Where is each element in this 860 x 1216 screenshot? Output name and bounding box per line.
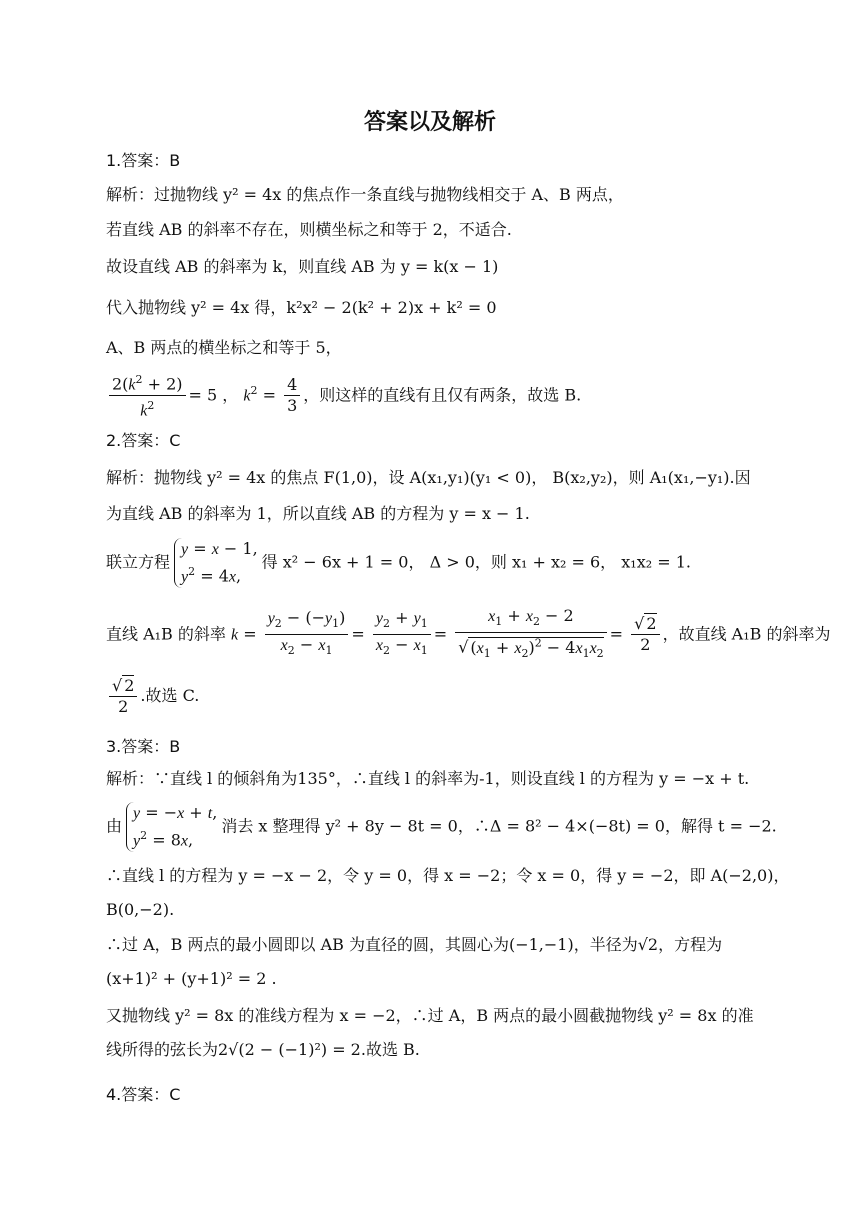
q2-line-3-prefix: 联立方程 [106, 552, 171, 572]
fraction: $\frac{2(k^2 + 2)}{k^2}$ [109, 370, 186, 422]
q1-line-2: 若直线 AB 的斜率不存在，则横坐标之和等于 2，不适合. [106, 220, 512, 239]
q1-line-4: 代入抛物线 y² = 4x 得，k²x² − 2(k² + 2)x + k² = 0 [106, 298, 497, 317]
q3-line-4: B(0,−2). [106, 900, 175, 919]
q2-line-2: 为直线 AB 的斜率为 1，所以直线 AB 的方程为 y = x − 1. [106, 504, 530, 523]
equation-system: y = x − 1, $y^2 = 4x$, [174, 538, 258, 588]
q2-answer: 2.答案：C [106, 431, 181, 450]
q1-answer: 1.答案：B [106, 151, 181, 170]
q2-line-4: 直线 A₁B 的斜率 k = $\frac{y_2 - (-y_1)}{x_2 - x_1}$ = $\frac{y_2 + y_1}{x_2 - x_1}$ = $\frac{x_1 + x_2 - 2}{√ (x_1 + x_2)^2 - 4x_1x_2}$ = $\frac{√ 2}{2}$ ，故直线 A₁B 的斜率为 [106, 606, 830, 664]
q3-line-5: ∴过 A，B 两点的最小圆即以 AB 为直径的圆，其圆心为(−1,−1)，半径为√2，方程为 [106, 935, 723, 954]
q2-line-4-prefix: 直线 A₁B 的斜率 [106, 624, 226, 644]
q1-line-6-tail: ，则这样的直线有且仅有两条，故选 B. [303, 385, 582, 405]
fraction: $\frac{4}{3}$ [284, 375, 300, 416]
q3-line-2 [106, 802, 777, 852]
fraction: $\frac{x_1 + x_2 - 2}{√ (x_1 + x_2)^2 - 4x_1x_2}$ [455, 606, 606, 664]
q3-line-3: ∴直线 l 的方程为 y = −x − 2，令 y = 0，得 x = −2；令 x = 0，得 y = −2，即 A(−2,0)， [106, 866, 790, 885]
q3-line-7: 又抛物线 y² = 8x 的准线方程为 x = −2，∴过 A，B 两点的最小圆截抛物线 y² = 8x 的准 [106, 1006, 754, 1025]
fraction: $\frac{y_2 - (-y_1)}{x_2 - x_1}$ [265, 608, 349, 661]
fraction: $\frac{√ 2}{2}$ [631, 614, 659, 655]
q3-line-2-tail: 消去 x 整理得 y² + 8y − 8t = 0，∴Δ = 8² − 4×(−8t) = 0，解得 t = −2. [221, 816, 777, 836]
page-title: 答案以及解析 [363, 110, 496, 135]
q2-line-5 [106, 676, 199, 717]
q2-line-1: 解析：抛物线 y² = 4x 的焦点 F(1,0)，设 A(x₁,y₁)(y₁ < 0)， B(x₂,y₂)，则 A₁(x₁,−y₁).因 [106, 468, 751, 487]
q2-line-5-tail: .故选 C. [140, 686, 200, 705]
q4-answer: 4.答案：C [106, 1085, 181, 1104]
q2-line-4-tail: ，故直线 A₁B 的斜率为 [662, 624, 831, 644]
q1-line-1: 解析：过抛物线 y² = 4x 的焦点作一条直线与抛物线相交于 A、B 两点， [106, 185, 624, 204]
q2-line-3-tail: 得 x² − 6x + 1 = 0， Δ > 0，则 x₁ + x₂ = 6， x₁x₂ = 1. [261, 552, 691, 572]
equation-system: y = −x + t, $y^2 = 8x$, [126, 802, 217, 852]
q3-line-6: (x+1)² + (y+1)² = 2 . [106, 969, 277, 988]
fraction: $\frac{√ 2}{2}$ [109, 676, 137, 717]
q3-answer: 3.答案：B [106, 737, 181, 756]
q1-line-6: $\frac{2(k^2 + 2)}{k^2}$ = 5 ， $k^2$ = $\frac{4}{3}$ ，则这样的直线有且仅有两条，故选 B. [106, 370, 581, 422]
q1-line-3: 故设直线 AB 的斜率为 k，则直线 AB 为 y = k(x − 1) [106, 257, 499, 276]
q3-line-1: 解析：∵直线 l 的倾斜角为135°，∴直线 l 的斜率为-1，则设直线 l 的方程为 y = −x + t. [106, 769, 750, 788]
q2-line-3 [106, 538, 691, 588]
q3-line-8: 线所得的弦长为2√(2 − (−1)²) = 2.故选 B. [106, 1040, 420, 1059]
q3-line-2-prefix: 由 [106, 816, 123, 836]
q1-line-5: A、B 两点的横坐标之和等于 5， [106, 338, 342, 357]
fraction: $\frac{y_2 + y_1}{x_2 - x_1}$ [373, 608, 431, 661]
